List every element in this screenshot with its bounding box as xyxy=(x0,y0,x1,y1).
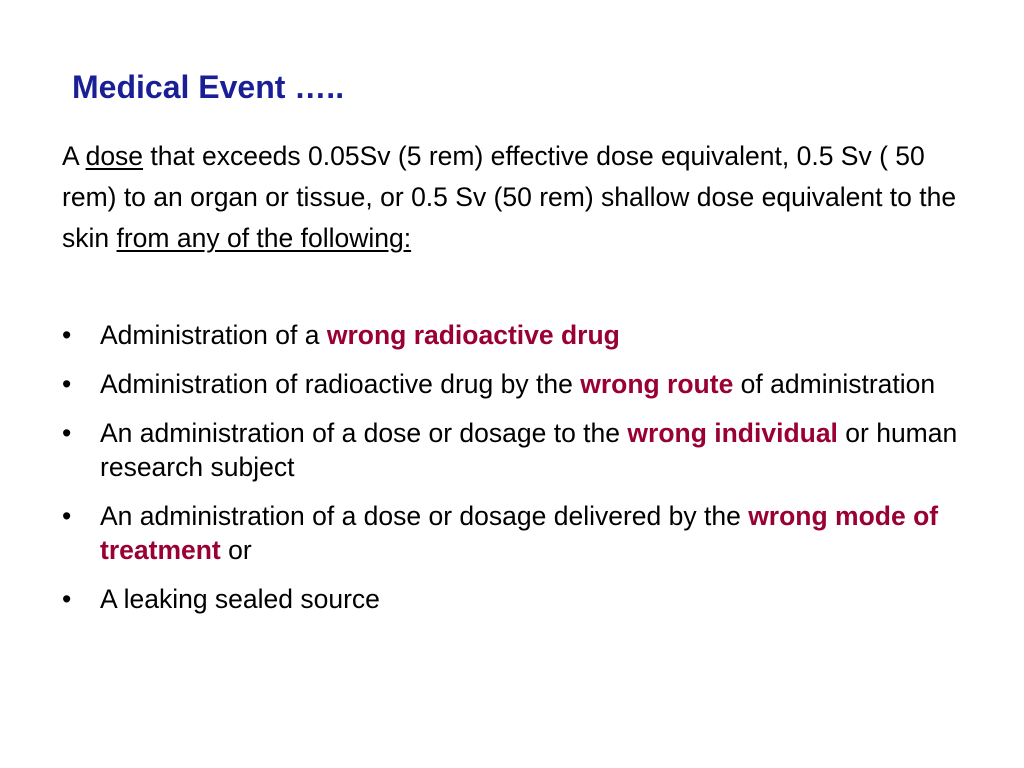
intro-middle: that exceeds 0.05Sv (5 rem) effective dose equivalent, 0.5 Sv ( 50 rem) to an organ or tissue, or 0.5 Sv (50 rem) shallow dose equivalent to the skin xyxy=(62,141,957,253)
slide-title: Medical Event ….. xyxy=(72,69,345,105)
bullet-dot-icon: • xyxy=(62,584,72,614)
bullet-item xyxy=(62,499,982,567)
bullet-text: Administration of radioactive drug by the xyxy=(100,369,581,399)
bullet-text-after: or human research subject xyxy=(100,418,958,482)
intro-tail: from any of the following: xyxy=(116,223,412,253)
bullet-item xyxy=(62,367,982,401)
intro-lead: A xyxy=(62,141,86,171)
bullet-text-after: of administration xyxy=(733,369,936,399)
bullet-highlight: wrong individual xyxy=(627,418,838,448)
bullet-item xyxy=(62,318,982,352)
bullet-dot-icon: • xyxy=(62,501,72,531)
bullet-text-after: or xyxy=(220,535,252,565)
intro-dose-word: dose xyxy=(85,141,144,171)
bullet-list xyxy=(62,318,982,631)
intro-paragraph xyxy=(62,136,982,259)
bullet-highlight: wrong route xyxy=(580,369,734,399)
bullet-dot-icon: • xyxy=(62,369,72,399)
bullet-dot-icon: • xyxy=(62,320,72,350)
bullet-text: An administration of a dose or dosage to the xyxy=(100,418,628,448)
bullet-text: A leaking sealed source xyxy=(100,584,380,614)
bullet-text: An administration of a dose or dosage delivered by the xyxy=(100,501,749,531)
bullet-item xyxy=(62,582,982,616)
bullet-highlight: wrong mode of treatment xyxy=(100,501,939,565)
bullet-item xyxy=(62,416,982,484)
bullet-highlight: wrong radioactive drug xyxy=(326,320,620,350)
bullet-text: Administration of a xyxy=(100,320,327,350)
bullet-dot-icon: • xyxy=(62,418,72,448)
